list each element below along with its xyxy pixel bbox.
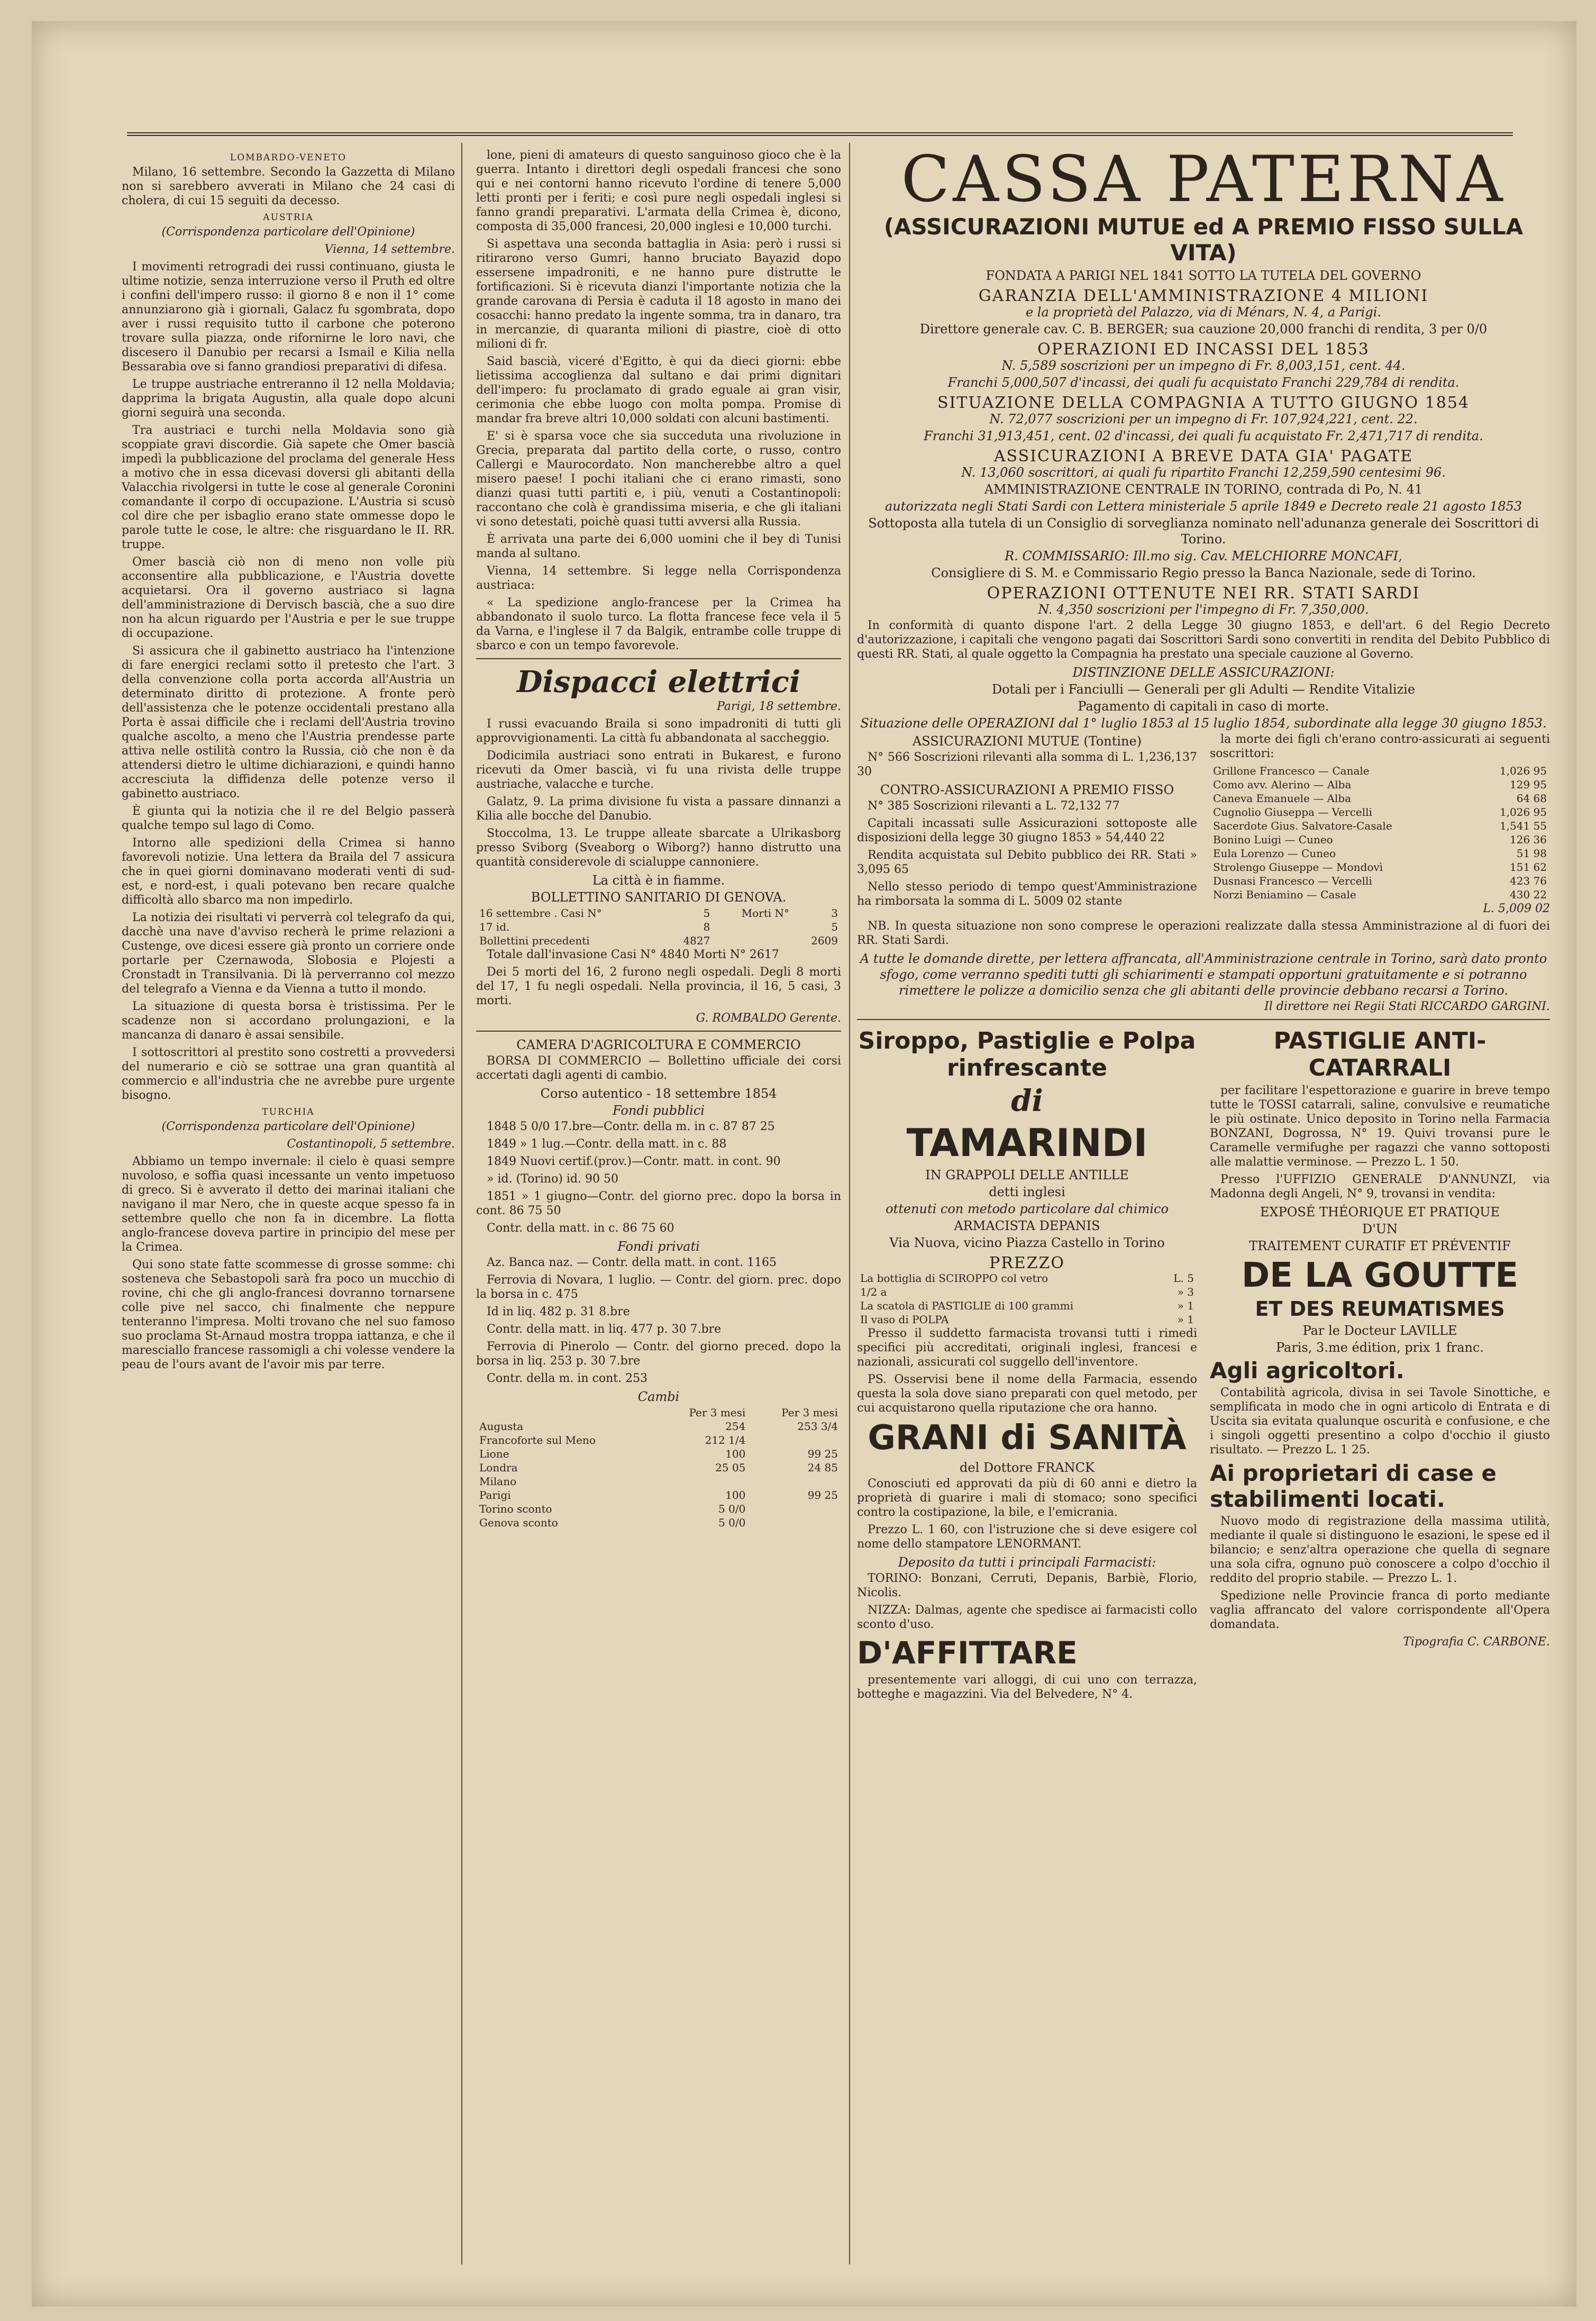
cassa-line: Franchi 31,913,451, cent. 02 d'incassi, dei quali fu acquistato Fr. 2,471,717 di rendita. <box>924 429 1483 443</box>
cassa-line: N. 72,077 soscrizioni per un impegno di Fr. 107,924,221, cent. 22. <box>989 412 1418 426</box>
morti-row-cell: Dusnasi Francesco — Vercelli <box>1213 875 1372 887</box>
borsa-note: BORSA DI COMMERCIO — Bollettino ufficiale dei corsi accertati dagli agenti di cambio. <box>476 1054 841 1082</box>
morti-row <box>1210 874 1550 888</box>
cambi-row-cell: Torino sconto <box>479 1503 552 1515</box>
cambi-row-cell: 24 85 <box>807 1461 838 1474</box>
morti-row <box>1210 888 1550 902</box>
bulletin-title: BOLLETTINO SANITARIO DI GENOVA. <box>531 890 787 905</box>
article-paragraph: Qui sono state fatte scommesse di grosse somme: chi sosteneva che Sebastopoli sarà fra poco un mucchio di rovine, chi che gli anglo-francesi dovranno tornarsene colle pive nel sacco, chi finalmente che neppure tenteranno l'impresa. Molti trovano che nel suo famoso suo proclama St-Arnaud mostra troppa iattanza, e che il maresciallo francese rassomigli a chi volesse vendere la peau de l'ours avant de l'avoir mis par terre. <box>122 1258 455 1371</box>
corso-line: Corso autentico - 18 settembre 1854 <box>540 1086 777 1101</box>
camera-title: CAMERA D'AGRICOLTURA E COMMERCIO <box>516 1037 801 1052</box>
morti-intro: la morte dei figli ch'erano contro-assicurati ai seguenti soscrittori: <box>1210 733 1550 760</box>
ad-line: Deposito da tutti i principali Farmacisti: <box>898 1555 1156 1570</box>
fondi-list <box>476 1119 841 1235</box>
cassa-paragraph: In conformità di quanto dispone l'art. 2 della Legge 30 giugno 1853, e dell'art. 6 del Regio Decreto d'autorizzazione, i capitali che vengono pagati dai Soscrittori Sardi sono convertiti in rendita del Debito Pubblico di questi RR. Stati, al quale oggetto la Compagnia ha prestato una speciale cauzione al Governo. <box>857 619 1550 661</box>
article-paragraph: Le truppe austriache entreranno il 12 nella Moldavia; dapprima la brigata Augustin, alla quale dopo alcuni giorni seguirà una seconda. <box>122 378 455 420</box>
bulletin-row-cell: 16 settembre . Casi N° <box>479 907 602 920</box>
article-paragraph: La situazione di questa borsa è tristissima. Per le scadenze non si accordano prolungazioni, e la mancanza di danaro è assai sensibile. <box>122 1000 455 1042</box>
morti-row <box>1210 819 1550 833</box>
cassa-section: OPERAZIONI OTTENUTE NEI RR. STATI SARDI <box>987 584 1420 603</box>
column-divider <box>461 143 462 2264</box>
ad-paragraph: Nuovo modo di registrazione della massima utilità, mediante il quale si distinguono le esazioni, le spese ed il bilancio; e senz'altra operazione che quella di segnare una sola cifra, ognuno può conoscere a colpo d'occhio il reddito del proprio stabile. — Prezzo L. 1. <box>1210 1515 1550 1585</box>
article-paragraph: lone, pieni di amateurs di questo sanguinoso gioco che è la guerra. Intanto i direttori degli ospedali francesi che sono qui e nei contorni hanno ricevuto l'ordine di tenere 5,000 letti pronti per i feriti; e così pure negli ospedali inglesi si fanno grandi preparativi. L'armata della Crimea è, dicono, composta di 35,000 francesi, 20,000 inglesi e 10,000 turchi. <box>476 149 841 233</box>
cambi-row-cell: Parigi <box>479 1489 511 1501</box>
article-paragraph: La notizia dei risultati vi perverrà col telegrafo da qui, dacchè una nave d'avviso recherà le prime relazioni a Custenge, ove dicesi essere già pronto un corriere onde portarle per Czernawoda, Slobosia e Plojesti a Cronstadt in Transilvania. Di là perverranno col mezzo del telegrafo a Vienna e da Vienna a tutto il mondo. <box>122 911 455 996</box>
article-paragraph: Vienna, 14 settembre. Si legge nella Corrispondenza austriaca: <box>476 565 841 592</box>
ads-right <box>1210 1025 1550 1705</box>
morti-row-cell: 126 36 <box>1510 833 1547 846</box>
ads-left <box>857 1025 1197 1705</box>
article-paragraph: E' si è sparsa voce che sia succeduta una rivoluzione in Grecia, preparata dal partito della corte, o russo, contro Callergi e Maurocordato. Non mancherebbe altro a quel misero paese! I pochi italiani che ci erano rimasti, sono dianzi quasi tutti partiti e, i più, venuti a Costantinopoli: raccontano che colà è grandissima miseria, e che gli italiani vi sono detestati, poichè quasi tutti avversi alla Russia. <box>476 430 841 529</box>
priv-row: Az. Banca naz. — Contr. della matt. in cont. 1165 <box>487 1256 777 1269</box>
bulletin-table <box>476 906 841 948</box>
cambi-row-cell: Augusta <box>479 1420 524 1433</box>
ad-line: detti inglesi <box>989 1185 1065 1199</box>
morti-row-cell: Norzi Beniamino — Casale <box>1213 888 1356 901</box>
ad-line: ottenuti con metodo particolare dal chimico <box>886 1202 1169 1216</box>
ad-line: EXPOSÉ THÉORIQUE ET PRATIQUE <box>1260 1205 1500 1219</box>
morti-row-cell: 151 62 <box>1510 861 1547 873</box>
cambi-row-cell: 5 0/0 <box>718 1503 746 1515</box>
morti-row-cell: 430 22 <box>1510 888 1547 901</box>
ad-title: ET DES REUMATISMES <box>1255 1297 1505 1321</box>
morti-row-cell: Bonino Luigi — Cuneo <box>1213 833 1333 846</box>
cambi-row <box>476 1502 841 1516</box>
bulletin-row-cell <box>713 920 792 934</box>
morti-row <box>1210 764 1550 778</box>
divider <box>476 1031 841 1032</box>
bulletin-row <box>476 920 841 934</box>
bulletin-row-cell: 5 <box>831 921 838 933</box>
cambi-row-cell: 5 0/0 <box>718 1516 746 1529</box>
morti-row-cell: Cugnolio Giuseppa — Vercelli <box>1213 806 1372 818</box>
priv-row: Contr. della m. in cont. 253 <box>487 1372 648 1385</box>
tontine-heading: ASSICURAZIONI MUTUE (Tontine) <box>912 734 1142 749</box>
fondi-heading: Fondi privati <box>617 1239 700 1254</box>
right-section <box>857 148 1550 1705</box>
ad-paragraph: PS. Osservisi bene il nome della Farmacia, essendo questa la sola dove siano preparati con quel metodo, per cui acquistarono quella riputazione che ora hanno. <box>857 1373 1197 1415</box>
section-heading: LOMBARDO-VENETO <box>230 152 347 163</box>
correspondence-line: (Corrispondenza particolare dell'Opinione) <box>161 1120 415 1133</box>
cambi-heading: Cambi <box>637 1389 680 1404</box>
priv-row: Ferrovia di Pinerolo — Contr. del giorno preced. dopo la borsa in liq. 253 p. 30 7.bre <box>476 1340 841 1368</box>
article-paragraph: « La spedizione anglo-francese per la Crimea ha abbandonato il suolo turco. La flotta francese fece vela il 5 da Varna, e l'inglese il 7 da Balgik, entrambe colle truppe di sbarco e con un tempo favorevole. <box>476 596 841 652</box>
cambi-row <box>476 1488 841 1502</box>
tontine-line: N° 385 Soscrizioni rilevanti a L. 72,132 77 <box>868 799 1120 813</box>
newspaper-page <box>32 21 1576 2307</box>
ad-title: TAMARINDI <box>906 1121 1148 1165</box>
tontine-line: Capitali incassati sulle Assicurazioni sottoposte alle disposizioni della legge 30 giugno 1853 » 54,440 22 <box>857 817 1197 844</box>
tontine-line: Nello stesso periodo di tempo quest'Amministrazione ha rimborsata la somma di L. 5009 02 stante <box>857 880 1197 908</box>
cambi-row-cell: 99 25 <box>807 1448 838 1460</box>
article-paragraph: Intorno alle spedizioni della Crimea si hanno favorevoli notizie. Una lettera da Braila del 7 assicura che in quei giorni dominavano moderati venti di sud-est, e nord-est, i quali potevano ben recare qualche difficoltà allo sbarco ma non impedirlo. <box>122 836 455 907</box>
cambi-row <box>476 1461 841 1474</box>
ad-title: di <box>1011 1084 1043 1118</box>
cambi-header-cell <box>476 1406 656 1419</box>
cassa-section: OPERAZIONI ED INCASSI DEL 1853 <box>1037 340 1370 359</box>
morti-row-cell: 129 95 <box>1510 778 1547 791</box>
bulletin-row-cell: 5 <box>703 907 710 920</box>
cassa-line: R. COMMISSARIO: Ill.mo sig. Cav. MELCHIORRE MONCAFI, <box>1005 549 1402 563</box>
cassa-line: autorizzata negli Stati Sardi con Lettera ministeriale 5 aprile 1849 e Decreto reale 21 agosto 1853 <box>884 499 1522 514</box>
bulletin-row-cell: 3 <box>831 907 838 920</box>
ad-paragraph: NIZZA: Dalmas, agente che spedisce ai farmacisti collo sconto d'uso. <box>857 1604 1197 1631</box>
morti-row-cell: 423 76 <box>1510 875 1547 887</box>
fondi-row: » id. (Torino) id. 90 50 <box>487 1172 618 1186</box>
cambi-row-cell: Francoforte sul Meno <box>479 1434 596 1446</box>
ad-paragraph: Contabilità agricola, divisa in sei Tavole Sinottiche, e semplificata in modo che in ogni articolo di Entrata e di Uscita sia evitata qualunque oscurità e confusione, e che i singoli oggetti presentino a colpo d'occhio il giusto risultato. — Prezzo L. 1 25. <box>1210 1386 1550 1457</box>
morti-total: L. 5,009 02 <box>1483 902 1550 915</box>
ad-title: Ai proprietari di case e stabilimenti locati. <box>1210 1460 1497 1512</box>
dispatch-paragraph: I russi evacuando Braila si sono impadroniti di tutti gli approvvigionamenti. La città fu abbandonata al saccheggio. <box>476 717 841 745</box>
cassa-line: FONDATA A PARIGI NEL 1841 SOTTO LA TUTELA DEL GOVERNO <box>986 268 1421 283</box>
priv-row: Contr. della matt. in liq. 477 p. 30 7.bre <box>487 1323 722 1336</box>
price-row-cell: L. 5 <box>1173 1272 1194 1285</box>
ad-line: ARMACISTA DEPANIS <box>954 1218 1100 1233</box>
dateline: Parigi, 18 settembre. <box>716 700 841 713</box>
ad-title: Siroppo, Pastiglie e Polpa rinfrescante <box>858 1027 1196 1081</box>
morti-row <box>1210 833 1550 847</box>
fondi-row: 1851 » 1 giugno—Contr. del giorno prec. dopo la borsa in cont. 86 75 50 <box>476 1190 841 1217</box>
article-paragraph: Omer bascià ciò non di meno non volle più acconsentire alla pubblicazione, e l'Austria dovette acquietarsi. Ora il governo austriaco si lagna dell'amministrazione di Dervisch bascià, che a suo dire non ha alcun riguardo per l'Austria e per le sue truppe di occupazione. <box>122 556 455 640</box>
ad-line: TRAITEMENT CURATIF ET PRÉVENTIF <box>1249 1239 1511 1253</box>
morti-row <box>1210 778 1550 791</box>
section-heading: TURCHIA <box>262 1107 315 1117</box>
cassa-line: N. 13,060 soscrittori, ai quali fu ripartito Franchi 12,259,590 centesimi 96. <box>961 465 1446 480</box>
cambi-row-cell: 212 1/4 <box>705 1434 746 1446</box>
morti-block <box>1210 732 1550 919</box>
cambi-row-cell: 100 <box>725 1489 746 1501</box>
cambi-header-cell: Per 3 mesi <box>689 1406 746 1419</box>
cambi-row-cell <box>656 1474 749 1488</box>
morti-row-cell: 64 68 <box>1516 792 1547 805</box>
ad-line: IN GRAPPOLI DELLE ANTILLE <box>925 1168 1129 1182</box>
morti-row-cell: Caneva Emanuele — Alba <box>1213 792 1352 805</box>
dateline: Vienna, 14 settembre. <box>324 243 455 256</box>
article-paragraph: Tra austriaci e turchi nella Moldavia sono già scoppiate gravi discordie. Già sapete che Omer bascià impedì la pubblicazione del proclama del generale Hess a motivo che in essa dicevasi doversi gli abitanti della Valacchia rivolgersi in tutte le cose al generale Coronini comandante il corpo di occupazione. L'Austria si scusò col dire che per isbaglio erano state ommesse dopo le parole tutte le cose, le altre: che risguardano le II. RR. truppe. <box>122 424 455 551</box>
cambi-header-cell: Per 3 mesi <box>781 1406 838 1419</box>
price-row-cell: » 1 <box>1177 1299 1194 1312</box>
cassa-line: GARANZIA DELL'AMMINISTRAZIONE 4 MILIONI <box>978 287 1429 305</box>
cassa-line: Sottoposta alla tutela di un Consiglio di sorveglianza nominato nell'adunanza generale dei Soscrittori di Torino. <box>868 516 1539 547</box>
bulletin-row-cell <box>713 934 792 948</box>
dispatch-paragraph: La città è in fiamme. <box>592 873 725 888</box>
priv-list <box>476 1255 841 1386</box>
column-1 <box>122 148 455 1375</box>
fondi-row: 1848 5 0/0 17.bre—Contr. della m. in c. 87 87 25 <box>487 1120 775 1133</box>
ads-area <box>857 1025 1550 1705</box>
ad-paragraph: per facilitare l'espettorazione e guarire in breve tempo tutte le TOSSI catarrali, saline, convulsive e reumatiche le più ostinate. Unico deposito in Torino nella Farmacia BONZANI, Dogrossa, N° 19. Quivi trovansi pure le Caramelle vermifughe per ragazzi che vanno sottoposti alle malattie verminose. — Prezzo L. 1 50. <box>1210 1084 1550 1169</box>
bulletin-note: Dei 5 morti del 16, 2 furono negli ospedali. Degli 8 morti del 17, 1 fu negli ospedali. Nella provincia, il 16, 5 casi, 3 morti. <box>476 966 841 1007</box>
bulletin-row-cell: Bollettini precedenti <box>479 934 590 947</box>
price-row <box>857 1285 1197 1299</box>
ad-paragraph: Presso l'UFFIZIO GENERALE D'ANNUNZI, via Madonna degli Angeli, N° 9, trovansi in vendita: <box>1210 1173 1550 1200</box>
price-row-cell: » 3 <box>1177 1286 1194 1298</box>
ad-title: D'AFFITTARE <box>857 1635 1078 1671</box>
article-paragraph: Milano, 16 settembre. Secondo la Gazzetta di Milano non si sarebbero avverati in Milano che 24 casi di cholera, di cui 15 seguiti da decesso. <box>122 166 455 207</box>
price-row <box>857 1271 1197 1285</box>
price-table <box>857 1271 1197 1326</box>
cambi-row-cell: 254 <box>725 1420 746 1433</box>
ad-line: Via Nuova, vicino Piazza Castello in Torino <box>889 1235 1165 1250</box>
ad-line: del Dottore FRANCK <box>960 1460 1095 1475</box>
price-row-cell: Il vaso di POLPA <box>860 1313 949 1326</box>
morti-row-cell: 1,026 95 <box>1499 764 1547 777</box>
article-paragraph: I movimenti retrogradi dei russi continuano, giusta le ultime notizie, senza interruzione verso il Pruth ed oltre i confini dell'impero russo: il giorno 8 e non il 1° come annunziarono già i giornali, Galacz fu sgombrata, dopo aver i russi requisito tutto il carbone che poterono trovare sulla piazza, onde rifornirne le loro navi, che discesero il Danubio per recarsi a Ismail e Kilia nella Bessarabia ove si fanno grandiosi preparativi di difesa. <box>122 260 455 374</box>
cambi-row <box>476 1419 841 1433</box>
ad-paragraph: Presso il suddetto farmacista trovansi tutti i rimedi specifici più accreditati, originali inglesi, francesi e nazionali, assicurati col suggello dell'inventore. <box>857 1327 1197 1369</box>
morti-row-cell: Como avv. Alerino — Alba <box>1213 778 1352 791</box>
morti-row <box>1210 847 1550 860</box>
correspondence-line: (Corrispondenza particolare dell'Opinione) <box>161 225 415 239</box>
dispatch-paragraph: Galatz, 9. La prima divisione fu vista a passare dinnanzi a Kilia alle bocche del Danubio. <box>476 795 841 823</box>
ad-paragraph: Prezzo L. 1 60, con l'istruzione che si deve esigere col nome dello stampatore LENORMANT. <box>857 1523 1197 1551</box>
price-row <box>857 1313 1197 1326</box>
contro-heading: CONTRO-ASSICURAZIONI A PREMIO FISSO <box>880 782 1174 797</box>
tontine-line: N° 566 Soscrizioni rilevanti alla somma di L. 1,236,137 30 <box>857 751 1197 778</box>
priv-row: Ferrovia di Novara, 1 luglio. — Contr. del giorn. prec. dopo la borsa in c. 475 <box>476 1273 841 1301</box>
article-paragraph: Abbiamo un tempo invernale: il cielo è quasi sempre nuvoloso, e soffia quasi incessante un vento impetuoso di greco. Si è avverato il detto dei marinai italiani che navigano il mar Nero, che in queste acque spesso fa in settembre quello che non fa in dicembre. La flotta anglo-francese doveva partire in principio del mese per la Crimea. <box>122 1155 455 1254</box>
ad-paragraph: TORINO: Bonzani, Cerruti, Depanis, Barbiè, Florio, Nicolis. <box>857 1572 1197 1599</box>
price-row-cell: » 1 <box>1177 1313 1194 1326</box>
ad-line: D'UN <box>1362 1222 1398 1236</box>
cambi-row-cell: Londra <box>479 1461 518 1474</box>
article-paragraph: È giunta qui la notizia che il re del Belgio passerà qualche tempo sul lago di Como. <box>122 805 455 832</box>
bulletin-row-cell: 17 id. <box>479 921 510 933</box>
bulletin-row-cell: Morti N° <box>741 907 790 920</box>
article-paragraph: I sottoscrittori al prestito sono costretti a provvedersi del numerario e ciò se sottrae una gran quantità al commercio e all'industria che ne avrebbe pure urgente bisogno. <box>122 1046 455 1102</box>
fondi-heading: Fondi pubblici <box>613 1103 705 1118</box>
ad-line: PREZZO <box>989 1254 1065 1272</box>
dispatches-title: Dispacci elettrici <box>516 665 801 699</box>
morti-row-cell: Sacerdote Gius. Salvatore-Casale <box>1213 820 1392 832</box>
article-paragraph: Said bascià, viceré d'Egitto, è qui da dieci giorni: ebbe lietissima accoglienza dal sultano e dai primi dignitari dell'impero: fu proclamato di grado eguale ai gran visir, cerimonia che ebbe luogo con molta pompa. Promise di mandar fra breve altri 10,000 soldati con alcuni bastimenti. <box>476 355 841 425</box>
bulletin-row <box>476 906 841 920</box>
cambi-row-cell: 25 05 <box>715 1461 746 1474</box>
bulletin-row-cell: 4827 <box>683 934 710 947</box>
cambi-row <box>476 1447 841 1461</box>
cambi-row-cell: Lione <box>479 1448 509 1460</box>
morti-row-cell: 1,026 95 <box>1499 806 1547 818</box>
ad-paragraph: presentemente vari alloggi, di cui uno con terrazza, botteghe e magazzini. Via del Belvedere, N° 4. <box>857 1673 1197 1701</box>
cassa-line: N. 5,589 soscrizioni per un impegno di Fr. 8,003,151, cent. 44. <box>1001 358 1406 373</box>
cambi-row <box>476 1433 841 1447</box>
cassa-line: Situazione delle OPERAZIONI dal 1° luglio 1853 al 15 luglio 1854, subordinate alla legge 30 giugno 1853. <box>860 716 1547 731</box>
cassa-section: ASSICURAZIONI A BREVE DATA GIA' PAGATE <box>993 447 1413 466</box>
morti-table <box>1210 764 1550 902</box>
ad-title: PASTIGLIE ANTI-CATARRALI <box>1273 1027 1486 1081</box>
dateline: Costantinopoli, 5 settembre. <box>287 1137 455 1151</box>
morti-row-cell: Strolengo Giuseppe — Mondovì <box>1213 861 1383 873</box>
morti-row <box>1210 805 1550 819</box>
cambi-header <box>476 1406 841 1419</box>
cambi-row-cell <box>749 1502 841 1516</box>
fondi-row: Contr. della matt. in c. 86 75 60 <box>487 1222 674 1235</box>
cassa-line: Consigliere di S. M. e Commissario Regio presso la Banca Nazionale, sede di Torino. <box>931 566 1476 580</box>
price-row <box>857 1299 1197 1313</box>
fondi-row: 1849 » 1 lug.—Contr. della matt. in c. 88 <box>487 1137 727 1151</box>
divider <box>857 1019 1550 1020</box>
cambi-row-cell: 100 <box>725 1448 746 1460</box>
top-rule <box>127 132 1513 136</box>
price-row-cell: 1/2 a <box>860 1286 887 1298</box>
cassa-line: Dotali per i Fanciulli — Generali per gli Adulti — Rendite Vitalizie <box>991 682 1416 697</box>
cambi-row-cell: Milano <box>479 1475 517 1488</box>
cassa-title: CASSA PATERNA <box>901 148 1506 216</box>
dispatch-paragraph: Stoccolma, 13. Le truppe alleate sbarcate a Ulrikasborg presso Sviborg (Sveaborg o Wiborg?) hanno distrutto una quantità considerevole di scialuppe cannoniere. <box>476 827 841 869</box>
column-divider <box>849 143 850 2264</box>
price-row-cell: La scatola di PASTIGLIE di 100 grammi <box>860 1299 1074 1312</box>
cassa-section: SITUAZIONE DELLA COMPAGNIA A TUTTO GIUGNO 1854 <box>937 394 1470 412</box>
cassa-line: Pagamento di capitali in caso di morte. <box>1078 699 1329 714</box>
cambi-row-cell <box>749 1516 841 1530</box>
column-2 <box>476 148 841 1530</box>
bulletin-row-cell: 8 <box>703 921 710 933</box>
morti-row-cell: 1,541 55 <box>1499 820 1547 832</box>
section-heading: AUSTRIA <box>263 212 314 223</box>
cassa-line: AMMINISTRAZIONE CENTRALE IN TORINO, contrada di Po, N. 41 <box>984 482 1423 497</box>
morti-row-cell: 51 98 <box>1516 847 1547 860</box>
bulletin-total: Totale dall'invasione Casi N° 4840 Morti N° 2617 <box>487 948 779 961</box>
article-paragraph: È arrivata una parte dei 6,000 uomini che il bey di Tunisi manda al sultano. <box>476 533 841 560</box>
ad-title: Agli agricoltori. <box>1210 1358 1405 1384</box>
ad-title: DE LA GOUTTE <box>1241 1256 1519 1295</box>
cassa-paragraph: NB. In questa situazione non sono comprese le operazioni realizzate dalla stessa Amministrazione al di fuori dei RR. Stati Sardi. <box>857 920 1550 947</box>
cassa-line: N. 4,350 soscrizioni per l'impegno di Fr. 7,350,000. <box>1038 602 1369 617</box>
cambi-row-cell: 99 25 <box>807 1489 838 1501</box>
cassa-director: Il direttore nei Regii Stati RICCARDO GARGINI. <box>1264 1000 1550 1013</box>
morti-row-cell: Eula Lorenzo — Cuneo <box>1213 847 1336 860</box>
ad-line: Paris, 3.me édition, prix 1 franc. <box>1275 1340 1484 1355</box>
morti-row <box>1210 860 1550 874</box>
price-row-cell: La bottiglia di SCIROPPO col vetro <box>860 1272 1048 1285</box>
cassa-section: DISTINZIONE DELLE ASSICURAZIONI: <box>1072 665 1335 680</box>
divider <box>476 658 841 659</box>
cambi-row-cell <box>749 1474 841 1488</box>
tontine-block <box>857 732 1197 919</box>
cambi-row <box>476 1474 841 1488</box>
article-paragraph: Si aspettava una seconda battaglia in Asia: però i russi si ritirarono verso Gumri, hanno bruciato Bayazid dopo essersene impadroniti, e ne hanno pure distrutte le fortificazioni. Si è ricevuta dianzi l'importante notizia che la grande carovana di Persia è caduta il 18 agosto in mano dei cosacchi: hanno predato la ingente somma, tra in danaro, tra in mercanzie, di quaranta milioni di piastre, cioè di otto milioni di fr. <box>476 238 841 351</box>
tontine-line: Rendita acquistata sul Debito pubblico dei RR. Stati » 3,095 65 <box>857 849 1197 876</box>
fondi-row: 1849 Nuovi certif.(prov.)—Contr. matt. in cont. 90 <box>487 1155 781 1168</box>
cassa-line: Franchi 5,000,507 d'incassi, dei quali fu acquistato Franchi 229,784 di rendita. <box>947 375 1460 390</box>
cambi-row-cell: Genova sconto <box>479 1516 558 1529</box>
article-paragraph: Si assicura che il gabinetto austriaco ha l'intenzione di fare energici reclami sotto il pretesto che l'art. 3 della convenzione colla porta accorda all'Austria un determinato diritto di protezione. A fronte però dell'assistenza che le potenze occidentali prestano alla Porta è assai difficile che i reclami dell'Austria trovino qualche ascolto, a meno che l'Austria prendesse parte attiva nelle ostilità contro la Russia, ciò che non è da attendersi dietro le ultime dichiarazioni, e quindi hanno accresciuta la diffidenza delle potenze verso il gabinetto austriaco. <box>122 644 455 800</box>
printer-line: Tipografia C. CARBONE. <box>1403 1635 1550 1649</box>
gerente: G. ROMBALDO Gerente. <box>696 1012 841 1025</box>
bulletin-row <box>476 934 841 948</box>
cambi-row <box>476 1516 841 1530</box>
priv-row: Id in liq. 482 p. 31 8.bre <box>487 1305 630 1318</box>
cambi-row-cell: 253 3/4 <box>797 1420 838 1433</box>
dispatch-paragraph: Dodicimila austriaci sono entrati in Bukarest, e furono ricevuti da Omer bascià, vi fu una rivista delle truppe austriache, valacche e turche. <box>476 749 841 791</box>
cassa-line: e la proprietà del Palazzo, via di Ménars, N. 4, a Parigi. <box>1025 305 1382 320</box>
morti-row <box>1210 791 1550 805</box>
ad-paragraph: Spedizione nelle Provincie franca di porto mediante vaglia affrancato del valore corrispondente all'Opera domandata. <box>1210 1589 1550 1631</box>
ad-paragraph: Conosciuti ed approvati da più di 60 anni e dietro la proprietà di guarire i mali di stomaco; sono specifici contro la costipazione, la bile, e l'emicrania. <box>857 1477 1197 1519</box>
bulletin-row-cell: 2609 <box>811 934 838 947</box>
cassa-tables <box>857 732 1550 919</box>
cambi-row-cell <box>749 1433 841 1447</box>
cassa-paragraph: A tutte le domande dirette, per lettera affrancata, all'Amministrazione centrale in Torino, sarà dato pronto sfogo, come verranno spediti tutti gli schiarimenti e stampati opportuni gratuitamente e si potranno rimettere le polizze a domicilio senza che gli abitanti delle provincie debbano recarsi a Torino. <box>860 951 1547 998</box>
ad-line: Par le Docteur LAVILLE <box>1302 1323 1457 1338</box>
cassa-subtitle: (ASSICURAZIONI MUTUE ed A PREMIO FISSO SULLA VITA) <box>883 214 1524 266</box>
morti-row-cell: Grillone Francesco — Canale <box>1213 764 1370 777</box>
cambi-table <box>476 1406 841 1530</box>
ad-title: GRANI di SANITÀ <box>868 1418 1187 1458</box>
cassa-line: Direttore generale cav. C. B. BERGER; sua cauzione 20,000 franchi di rendita, 3 per 0/0 <box>919 322 1488 336</box>
